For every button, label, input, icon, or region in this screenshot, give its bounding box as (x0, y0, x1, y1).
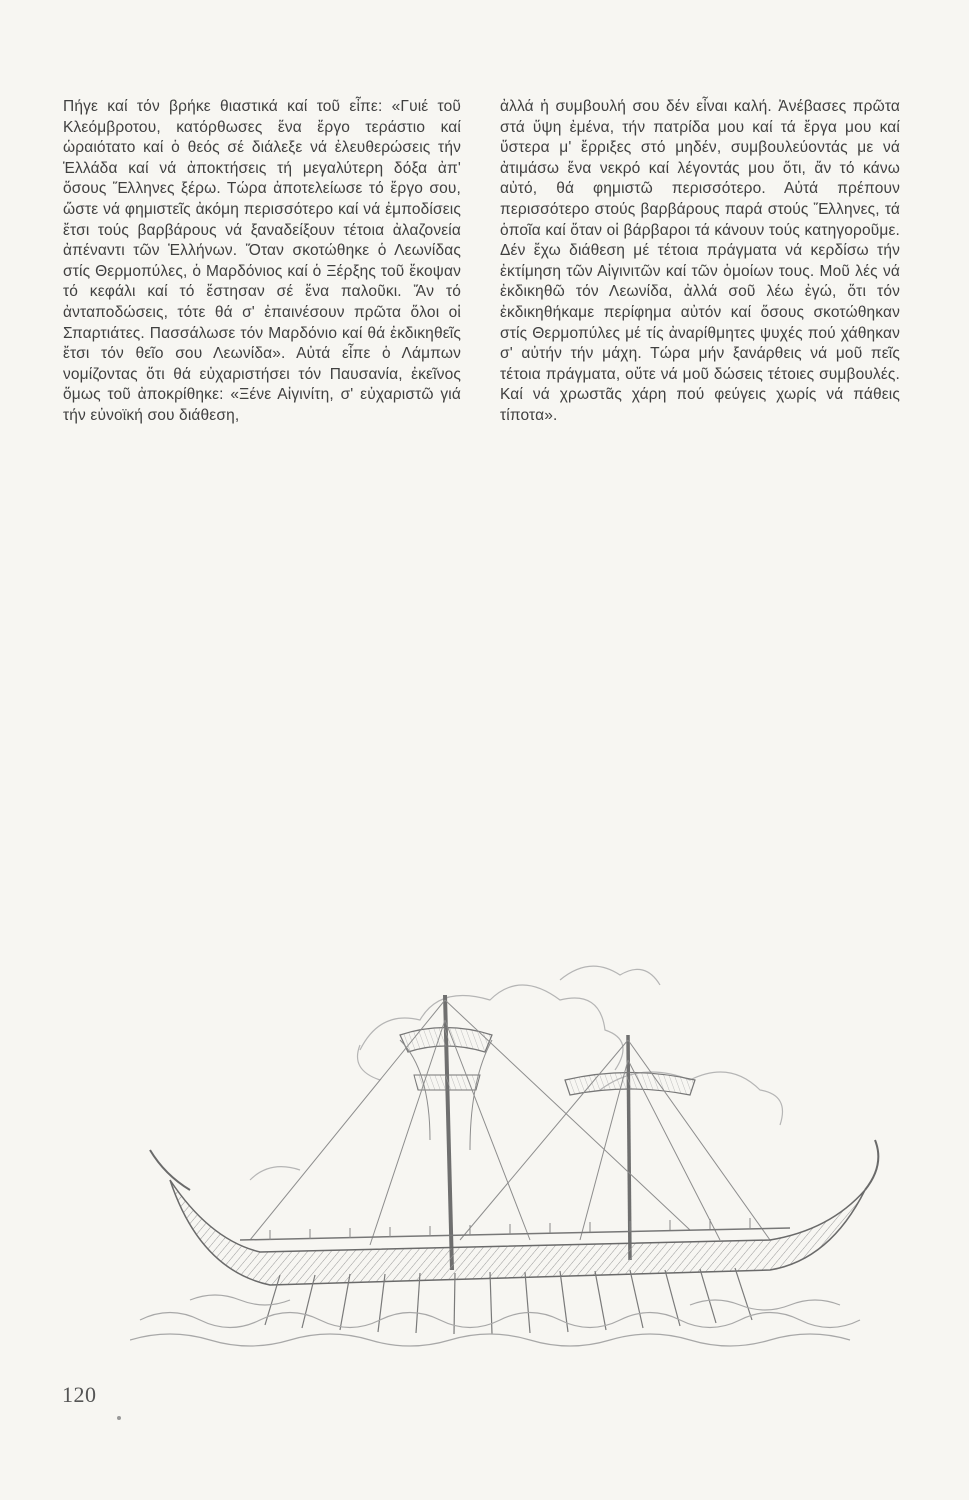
right-text-column (500, 97, 900, 427)
left-text-column (63, 97, 461, 427)
ancient-galley-ship-sketch-icon (130, 940, 890, 1360)
page-number: 120 (62, 1382, 97, 1407)
galley-ship-illustration (130, 940, 890, 1360)
right-column-paragraph: ἀλλά ἡ συμβουλή σου δέν εἶναι καλή. Ἀνέβασες πρῶτα στά ὕψη ἐμένα, τήν πατρίδα μου καί τά ἔργα μου καί ὕστερα μ' ἔρριξες στό μηδέν, συμβουλεύοντάς με νά ἀτιμάσω ἕνα νεκρό καί λέγοντάς μου ὅτι, ἄν τό κάνω αὐτό, θά φημιστῶ περισσότερο. Αὐτά πρέπουν περισσότερο στούς βαρβάρους παρά στούς Ἕλληνες, τά ὁποῖα καί ὅταν οἱ βάρβαροι τά κάνουν τούς κατηγοροῦμε. Δέν ἔχω διάθεση μέ τέτοια πράγματα νά κερδίσω τήν ἐκτίμηση τῶν Αἰγινιτῶν καί τῶν ὁμοίων τους. Μοῦ λές νά ἐκδικηθῶ τόν Λεωνίδα, ἀλλά σοῦ λέω ἐγώ, ὅτι τόν ἐκδικηθήκαμε περίφημα αὐτόν καί ὅσους σκοτώθηκαν στίς Θερμοπύλες μέ τίς ἀναρίθμητες ψυχές πού χάθηκαν σ' αὐτήν τήν μάχη. Τώρα μήν ξανάρθεις νά μοῦ πεῖς τέτοια πράγματα, οὔτε νά μοῦ δώσεις τέτοιες συμβουλές. Καί νά χρωστᾶς χάρη πού φεύγεις χωρίς νά πάθεις τίποτα». (500, 98, 900, 424)
paper-speck (117, 1416, 121, 1420)
left-column-paragraph: Πήγε καί τόν βρήκε θιαστικά καί τοῦ εἶπε: «Γυιέ τοῦ Κλεόμβροτου, κατόρθωσες ἕνα ἔργο τεράστιο καί ὡραιότατο καί ὁ θεός σέ διάλεξε νά ἐλευθερώσεις τήν Ἑλλάδα καί νά ἀποκτήσεις τή μεγαλύτερη δόξα ἀπ' ὅσους Ἕλληνες ξέρω. Τώρα ἀποτελείωσε τό ἔργο σου, ὥστε νά φημιστεῖς ἀκόμη περισσότερο καί νά ἐμποδίσεις ἔτσι τούς βαρβάρους νά ξαναδείξουν τέτοια ἀλαζονεία ἀπέναντι τῶν Ἑλλήνων. Ὅταν σκοτώθηκε ὁ Λεωνίδας στίς Θερμοπύλες, ὁ Μαρδόνιος καί ὁ Ξέρξης τοῦ ἔκοψαν τό κεφάλι καί τό ἔστησαν σέ ἕνα παλοῦκι. Ἄν τό ἀνταποδώσεις, τότε θά σ' ἐπαινέσουν πρῶτα ὅλοι οἱ Σπαρτιάτες. Πασσάλωσε τόν Μαρδόνιο καί θά ἐκδικηθεῖς ἔτσι τόν θεῖο σου Λεωνίδα». Αὐτά εἶπε ὁ Λάμπων νομίζοντας ὅτι θά εὐχαριστήσει τόν Παυσανία, ἐκεῖνος ὅμως τοῦ ἀποκρίθηκε: «Ξένε Αἰγινίτη, σ' εὐχαριστῶ γιά τήν εὐνοϊκή σου διάθεση, (63, 98, 461, 424)
